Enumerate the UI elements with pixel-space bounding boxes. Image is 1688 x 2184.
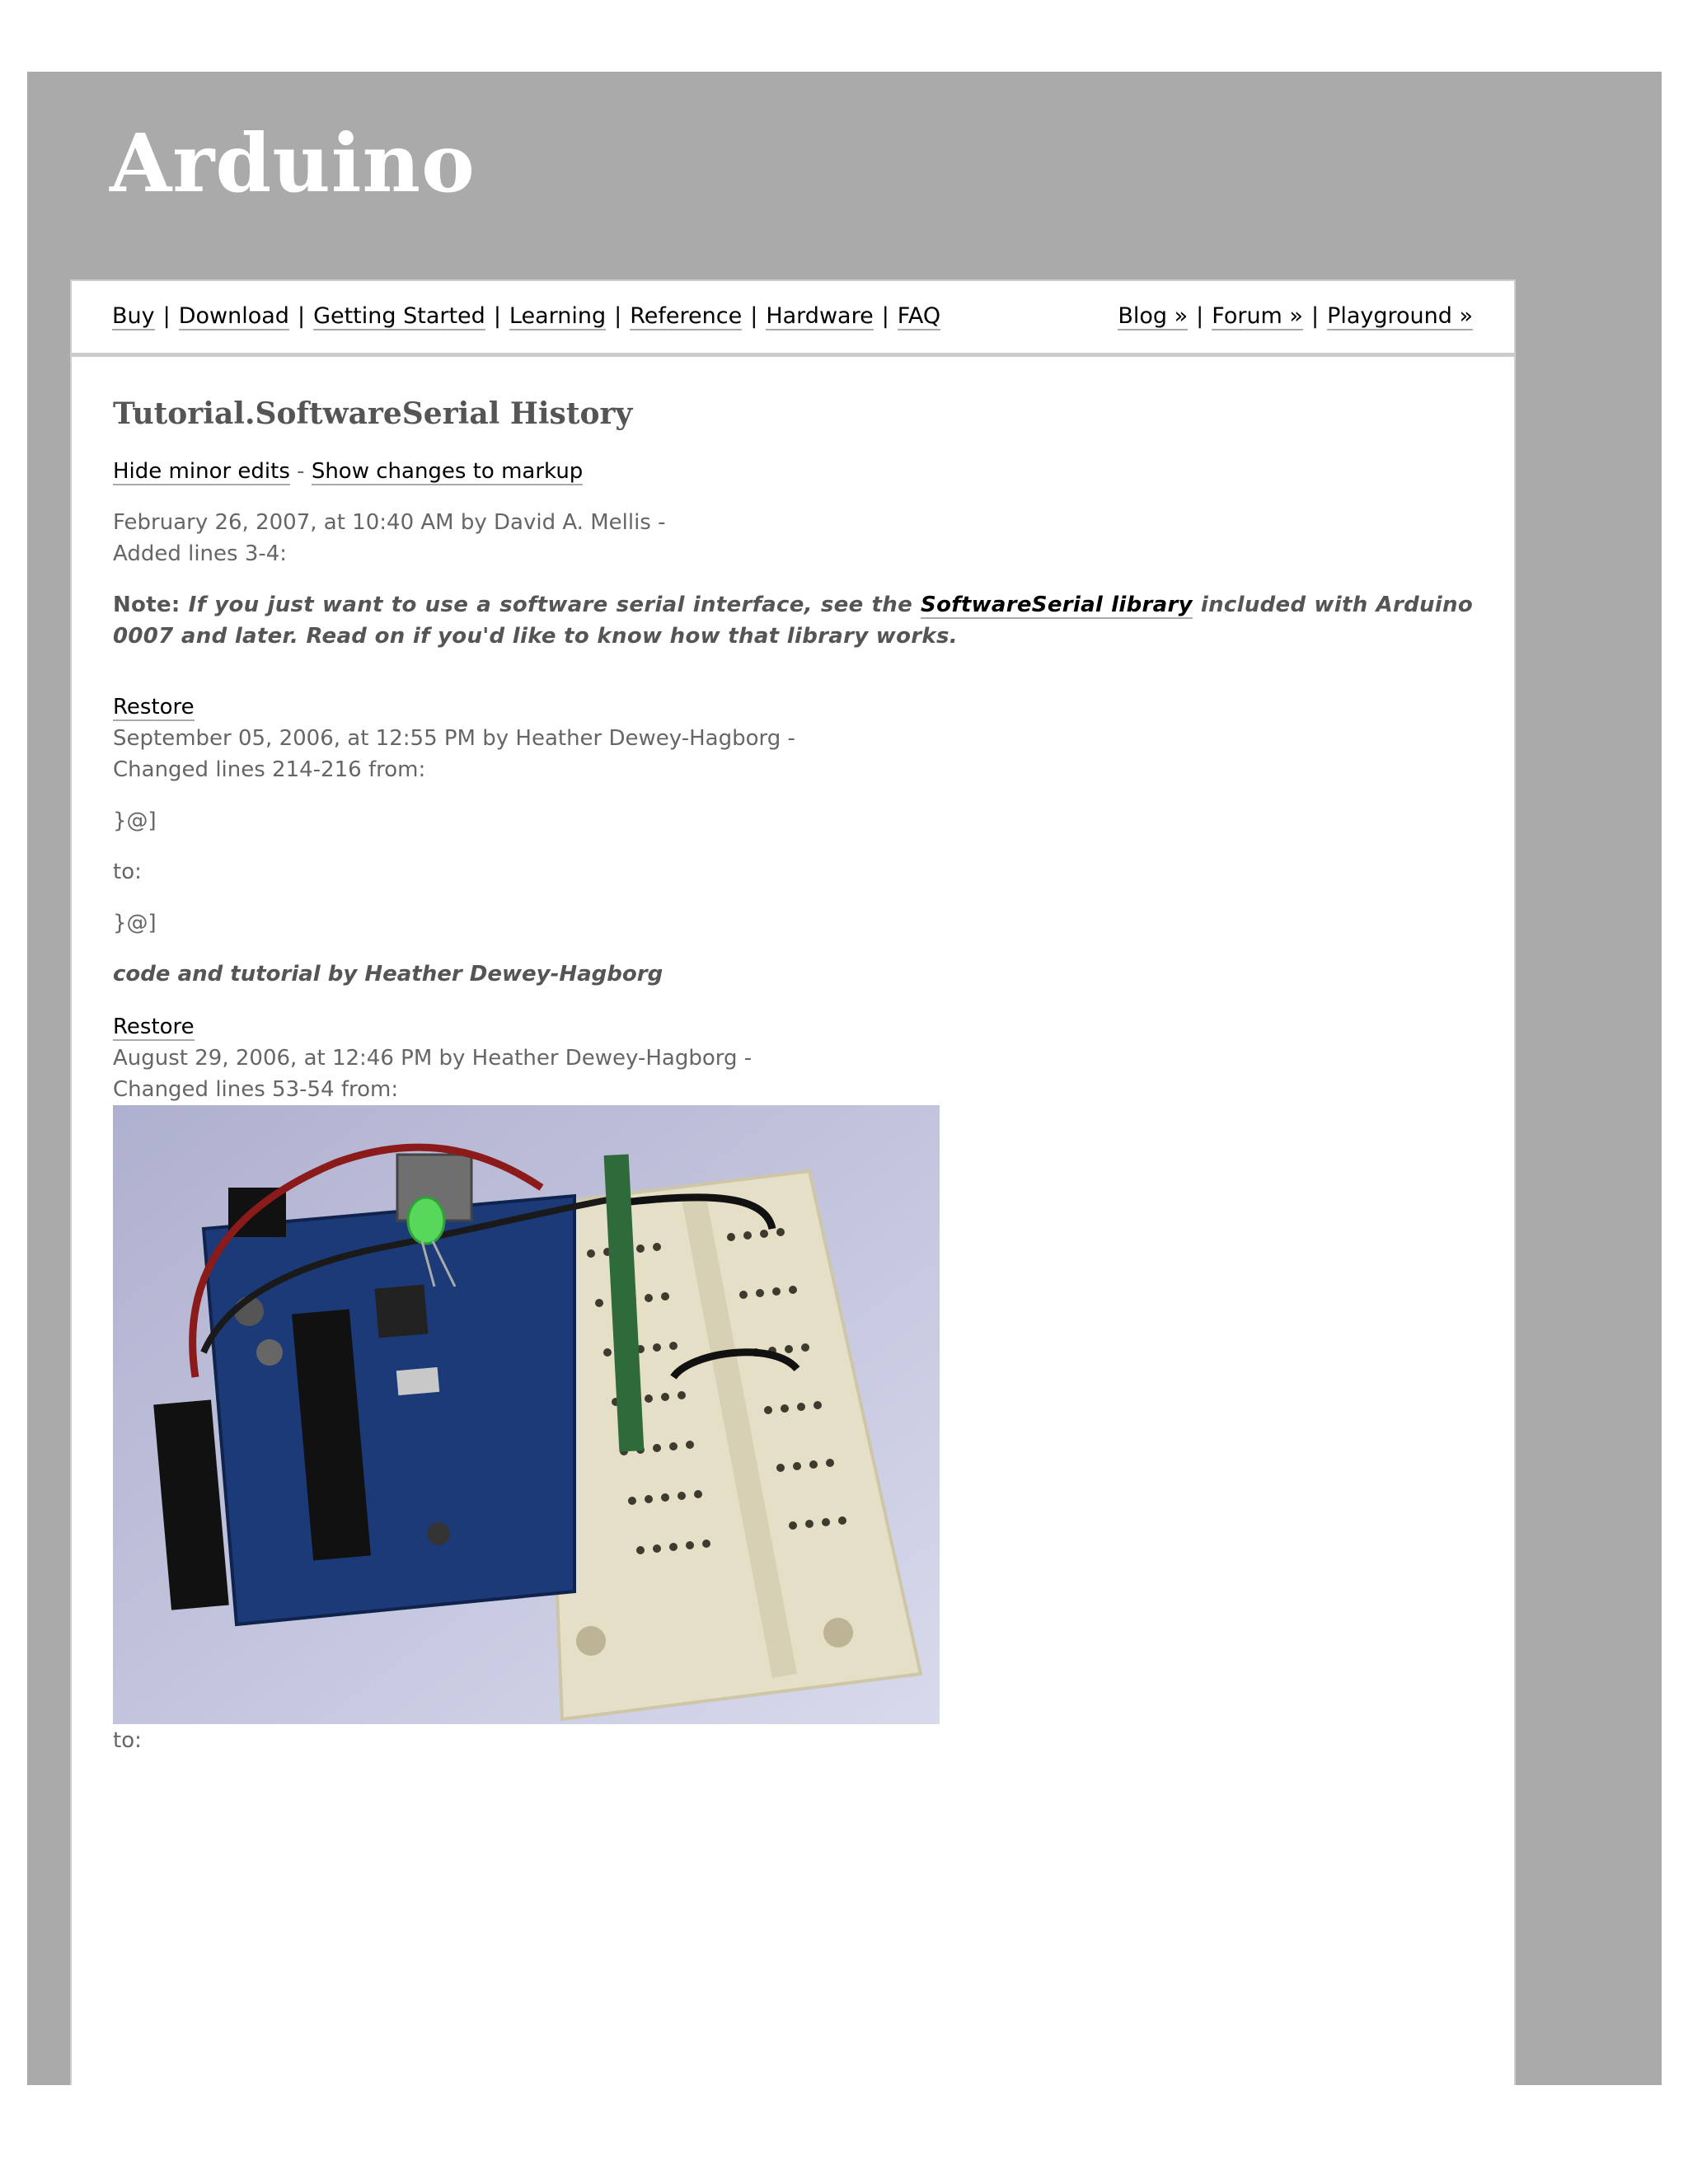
nav-faq[interactable]: FAQ [897, 303, 941, 329]
nav-separator: | [881, 303, 889, 329]
nav-separator: | [162, 303, 171, 329]
nav-separator: | [1311, 303, 1320, 329]
nav-blog[interactable]: Blog » [1118, 303, 1189, 329]
credit-text: code and tutorial by Heather Dewey-Hagborg [113, 962, 663, 987]
entry-change: Changed lines 214-216 from: [113, 757, 426, 782]
diff-to-label: to: [113, 1728, 142, 1753]
entry-meta: August 29, 2006, at 12:46 PM by Heather Dewey-Hagborg - [113, 1046, 753, 1071]
nav-right [1118, 303, 1473, 329]
softwareserial-library-link[interactable]: SoftwareSerial library [921, 593, 1193, 617]
entry-meta: September 05, 2006, at 12:55 PM by Heather Dewey-Hagborg - [113, 726, 795, 751]
nav-separator: | [750, 303, 758, 329]
restore-link[interactable]: Restore [113, 695, 195, 719]
history-actions [113, 456, 583, 487]
entry-change: Added lines 3-4: [113, 541, 288, 566]
restore-link-wrap [113, 1011, 195, 1043]
nav-getting-started[interactable]: Getting Started [313, 303, 485, 329]
note-text-before: If you just want to use a software serial interface, see the [188, 593, 913, 617]
nav-separator: | [1196, 303, 1204, 329]
restore-link[interactable]: Restore [113, 1015, 195, 1039]
diff-to-label: to: [113, 860, 142, 884]
entry-change: Changed lines 53-54 from: [113, 1077, 399, 1102]
navbar [72, 281, 1514, 357]
note-text-after: included with Arduino 0007 and later. Read on if you'd like to know how that library works. [113, 593, 1473, 649]
photo-illustration [113, 1105, 940, 1724]
restore-link-wrap [113, 691, 195, 723]
show-markup-changes-link[interactable]: Show changes to markup [311, 459, 584, 484]
nav-separator: | [614, 303, 622, 329]
page-title: Tutorial.SoftwareSerial History [113, 396, 633, 431]
nav-separator: | [297, 303, 306, 329]
nav-hardware[interactable]: Hardware [766, 303, 874, 329]
diff-from-text: }@] [113, 808, 157, 833]
nav-buy[interactable]: Buy [112, 303, 155, 329]
nav-playground[interactable]: Playground » [1327, 303, 1473, 329]
site-title: Arduino [110, 116, 476, 210]
arduino-breadboard-photo [113, 1105, 940, 1724]
actions-dash: - [297, 459, 305, 484]
nav-download[interactable]: Download [178, 303, 289, 329]
entry-meta: February 26, 2007, at 10:40 AM by David A. Mellis - [113, 510, 666, 535]
content-panel [70, 279, 1516, 2085]
hide-minor-edits-link[interactable]: Hide minor edits [113, 459, 290, 484]
nav-forum[interactable]: Forum » [1212, 303, 1303, 329]
note-label: Note: [113, 593, 181, 617]
nav-reference[interactable]: Reference [630, 303, 743, 329]
nav-learning[interactable]: Learning [509, 303, 607, 329]
note-paragraph [113, 589, 1473, 652]
nav-separator: | [493, 303, 501, 329]
nav-left [112, 303, 940, 329]
diff-to-text: }@] [113, 911, 157, 935]
